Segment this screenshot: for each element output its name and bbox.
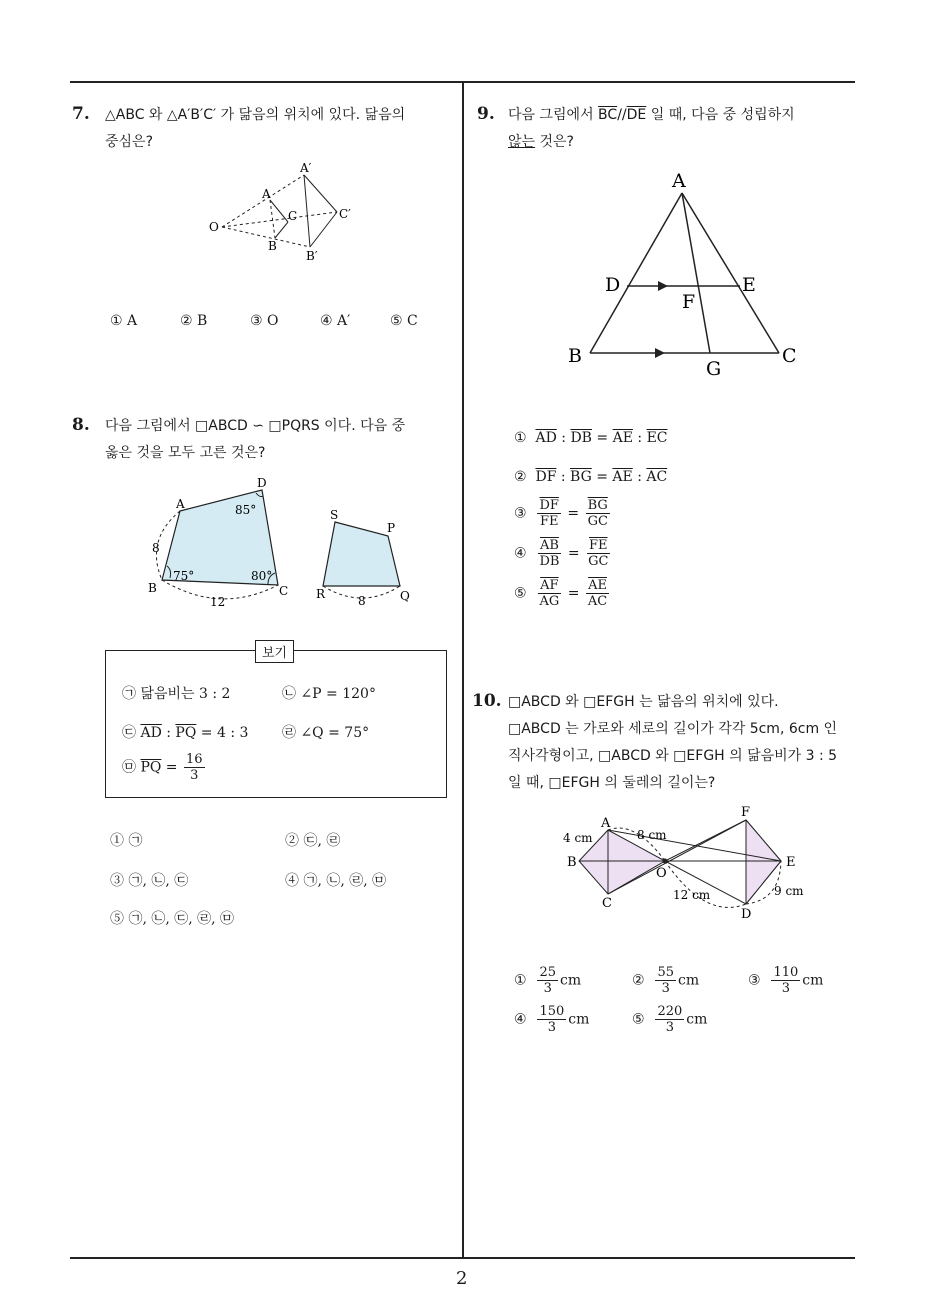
bogi-item-5-den: 3 — [190, 768, 199, 783]
q7-label-a: A — [262, 187, 271, 201]
q10-c1-unit: cm — [560, 972, 582, 989]
q9-c3-eq: = — [567, 505, 580, 522]
q7-label-b: B — [268, 239, 277, 253]
q10-c2-d: 3 — [661, 981, 670, 996]
q9-figure — [560, 165, 810, 380]
q9-c3-num: ③ — [514, 505, 527, 522]
q10-label-e: E — [786, 855, 796, 870]
q8-angle-b: 75° — [173, 569, 195, 583]
q10-c5-n: 220 — [657, 1004, 683, 1019]
q7-choice-2[interactable]: ② B — [180, 313, 208, 329]
q9-choice-3[interactable] — [514, 498, 612, 529]
q8-angle-d: 85° — [235, 503, 257, 517]
q10-choice-3[interactable] — [748, 965, 823, 996]
q10-text-line4: 일 때, □EFGH 의 둘레의 길이는? — [508, 775, 716, 791]
q8-choice-5[interactable]: ⑤ ㉠, ㉡, ㉢, ㉣, ㉤ — [110, 911, 235, 927]
q7-choice-1[interactable]: ① A — [110, 313, 138, 329]
q10-c1-n: 25 — [539, 965, 557, 980]
q9-c4-d1: DB — [539, 554, 560, 569]
bogi-item-1: ㉠ 닮음비는 3 : 2 — [122, 686, 231, 702]
q10-label-d: D — [741, 907, 752, 922]
q9-text-underlined: 않는 — [508, 134, 536, 150]
bottom-rule — [70, 1257, 855, 1259]
q10-label-a: A — [601, 816, 611, 831]
q9-choice-5[interactable] — [514, 578, 611, 609]
q10-choice-2[interactable] — [632, 965, 699, 996]
bogi-item-5 — [122, 752, 207, 783]
q8-label-b: B — [148, 581, 157, 595]
bogi-item-3-seg-b: $\overline{PQ}$ — [175, 725, 197, 741]
q7-number: 7. — [72, 104, 90, 124]
q9-c3-n2: $\overline{BG}$ — [587, 498, 608, 513]
q10-len-4: 4 cm — [563, 831, 593, 845]
q10-c4-frac — [537, 1004, 566, 1035]
q8-side-rq: 8 — [358, 594, 366, 608]
q9-label-g: G — [706, 358, 722, 380]
q9-c1-a: $\overline{AD}$ — [535, 430, 557, 446]
q8-choice-1[interactable]: ① ㉠ — [110, 833, 143, 849]
page-number: 2 — [456, 1268, 468, 1289]
q9-c5-frac1 — [537, 578, 561, 609]
q10-len-9: 9 cm — [774, 884, 804, 898]
bogi-item-3-seg-a: $\overline{AD}$ — [140, 725, 162, 741]
q9-choice-2[interactable] — [514, 469, 667, 485]
bogi-item-5-eq: = — [161, 759, 182, 776]
q10-label-b: B — [567, 855, 577, 870]
bogi-item-2: ㉡ ∠P = 120° — [282, 686, 376, 702]
q9-c4-frac1 — [537, 538, 561, 569]
q8-label-s: S — [330, 508, 339, 522]
q9-c1-num: ① — [514, 430, 527, 446]
q10-figure — [555, 800, 815, 930]
q9-choice-4[interactable] — [514, 538, 612, 569]
q9-c4-eq: = — [567, 545, 580, 562]
q10-c1-frac — [537, 965, 558, 996]
q9-c3-d2: GC — [587, 514, 608, 529]
q9-c3-n1: $\overline{DF}$ — [539, 498, 559, 513]
q10-text-line1: □ABCD 와 □EFGH 는 닮음의 위치에 있다. — [508, 694, 779, 710]
q8-number: 8. — [72, 415, 90, 435]
q9-c1-s1: : — [556, 430, 571, 446]
q10-c2-num: ② — [632, 972, 645, 989]
q10-c2-frac — [655, 965, 676, 996]
q9-label-b: B — [568, 345, 582, 367]
q7-choice-5[interactable]: ⑤ C — [390, 313, 418, 329]
q8-text-line2: 옳은 것을 모두 고른 것은? — [105, 445, 266, 461]
q10-c5-frac — [655, 1004, 684, 1035]
q9-text-post: 일 때, 다음 중 성립하지 — [646, 107, 795, 123]
q7-label-b2: B′ — [306, 249, 318, 263]
q8-side-bc: 12 — [210, 595, 226, 609]
q10-c5-num: ⑤ — [632, 1011, 645, 1028]
bogi-title: 보기 — [255, 640, 294, 663]
q9-seg-de: $\overline{DE}$ — [626, 107, 647, 123]
q9-text-pre: 다음 그림에서 — [508, 107, 599, 123]
q8-choice-3[interactable]: ③ ㉠, ㉡, ㉢ — [110, 873, 189, 889]
q7-choice-4[interactable]: ④ A′ — [320, 313, 351, 329]
q10-c3-num: ③ — [748, 972, 761, 989]
q9-number: 9. — [477, 104, 495, 124]
q9-c1-s2: : — [632, 430, 647, 446]
q7-text-line2: 중심은? — [105, 134, 154, 150]
q9-c2-eq: = — [591, 469, 613, 485]
q9-c1-d: $\overline{EC}$ — [646, 430, 668, 446]
q7-label-c2: C′ — [339, 207, 351, 221]
q10-c4-n: 150 — [539, 1004, 565, 1019]
q7-choice-3[interactable]: ③ O — [250, 313, 279, 329]
q9-text-line1 — [508, 102, 795, 129]
q10-c5-unit: cm — [686, 1011, 708, 1028]
q9-seg-bc: $\overline{BC}$ — [598, 107, 618, 123]
q9-label-f: F — [682, 291, 696, 313]
q9-parallel: // — [617, 107, 627, 123]
bogi-item-5-num: 16 — [186, 752, 203, 767]
q10-label-f: F — [741, 805, 751, 820]
q7-label-c: C — [288, 209, 298, 223]
q8-angle-c: 80° — [251, 569, 273, 583]
bogi-item-3-post: = 4 : 3 — [196, 725, 249, 741]
q8-label-p: P — [387, 521, 396, 535]
bogi-item-5-seg: $\overline{PQ}$ — [140, 759, 162, 776]
q10-number: 10. — [472, 691, 502, 711]
q9-c2-s2: : — [632, 469, 647, 485]
q9-c1-eq: = — [591, 430, 613, 446]
q10-c3-d: 3 — [781, 981, 791, 996]
bogi-item-4: ㉣ ∠Q = 75° — [282, 725, 370, 741]
q10-c3-unit: cm — [802, 972, 824, 989]
q9-c2-c: $\overline{AE}$ — [612, 469, 633, 485]
q9-label-c: C — [782, 345, 797, 367]
q9-c5-n2: $\overline{AE}$ — [588, 578, 607, 593]
q9-c4-n1: $\overline{AB}$ — [539, 538, 559, 553]
q10-label-c: C — [602, 896, 612, 911]
bogi-item-3-prefix: ㉢ — [122, 725, 141, 741]
q10-len-12: 12 cm — [673, 888, 711, 902]
q10-c3-frac — [771, 965, 800, 996]
q10-c5-d: 3 — [665, 1020, 675, 1035]
q9-text-line2-post: 것은? — [535, 134, 574, 150]
q9-choice-1[interactable] — [514, 430, 668, 446]
q9-label-d: D — [605, 274, 621, 296]
q10-len-8: 8 cm — [637, 828, 667, 842]
q9-c4-frac2 — [586, 538, 610, 569]
q8-side-ab: 8 — [152, 541, 160, 555]
q9-c2-s1: : — [556, 469, 571, 485]
q10-c4-num: ④ — [514, 1011, 527, 1028]
q10-choice-4[interactable] — [514, 1004, 589, 1035]
q9-c3-d1: FE — [539, 514, 559, 529]
q8-label-a: A — [176, 497, 185, 511]
q9-c5-d2: AC — [587, 594, 608, 609]
q10-c1-num: ① — [514, 972, 527, 989]
q9-c4-num: ④ — [514, 545, 527, 562]
q9-c4-d2: GC — [588, 554, 609, 569]
q9-c2-b: $\overline{BG}$ — [570, 469, 592, 485]
q8-label-c: C — [279, 584, 289, 598]
q9-c5-d1: AG — [539, 594, 560, 609]
q9-c1-b: $\overline{DB}$ — [570, 430, 592, 446]
q9-c1-c: $\overline{AE}$ — [612, 430, 633, 446]
q9-c5-eq: = — [567, 585, 580, 602]
q10-c4-d: 3 — [547, 1020, 557, 1035]
q8-choice-4[interactable]: ④ ㉠, ㉡, ㉣, ㉤ — [285, 873, 387, 889]
q10-text-line3: 직사각형이고, □ABCD 와 □EFGH 의 닮음비가 3 : 5 — [508, 748, 838, 764]
q7-text-line1: △ABC 와 △A′B′C′ 가 닮음의 위치에 있다. 닮음의 — [105, 107, 406, 123]
q8-choice-2[interactable]: ② ㉢, ㉣ — [285, 833, 341, 849]
q10-c2-unit: cm — [678, 972, 700, 989]
q10-label-o: O — [656, 866, 667, 881]
q10-choice-5[interactable] — [632, 1004, 707, 1035]
q8-label-r: R — [316, 587, 326, 601]
column-divider — [462, 82, 464, 1258]
q10-c4-unit: cm — [568, 1011, 590, 1028]
q9-c5-n1: $\overline{AF}$ — [540, 578, 559, 593]
q9-c5-frac2 — [586, 578, 609, 609]
bogi-item-5-prefix: ㉤ — [122, 759, 141, 776]
q8-label-q: Q — [400, 589, 410, 603]
q8-text-line1: 다음 그림에서 □ABCD ∽ □PQRS 이다. 다음 중 — [105, 418, 406, 434]
q7-label-o: O — [209, 220, 219, 234]
q9-text-line2 — [508, 129, 574, 156]
q8-label-d: D — [257, 476, 267, 490]
q9-c3-frac1 — [537, 498, 560, 529]
bogi-item-5-fraction — [184, 752, 205, 783]
q10-choice-1[interactable] — [514, 965, 581, 996]
q9-c4-n2: $\overline{FE}$ — [589, 538, 608, 553]
bogi-item-3-sep: : — [161, 725, 176, 741]
q8-figure — [140, 470, 430, 615]
q9-c3-frac2 — [586, 498, 610, 529]
q7-label-a2: A′ — [300, 161, 312, 175]
q9-c2-d: $\overline{AC}$ — [646, 469, 668, 485]
q7-figure — [200, 160, 370, 270]
q10-c3-n: 110 — [773, 965, 799, 980]
q10-text-line2: □ABCD 는 가로와 세로의 길이가 각각 5cm, 6cm 인 — [508, 721, 838, 737]
q9-label-a: A — [672, 170, 686, 192]
q9-label-e: E — [742, 274, 756, 296]
bogi-item-3 — [122, 722, 248, 742]
q9-c2-a: $\overline{DF}$ — [535, 469, 557, 485]
q10-c2-n: 55 — [657, 965, 675, 980]
q9-c5-num: ⑤ — [514, 585, 527, 602]
q9-c2-num: ② — [514, 469, 527, 485]
q10-c1-d: 3 — [543, 981, 552, 996]
